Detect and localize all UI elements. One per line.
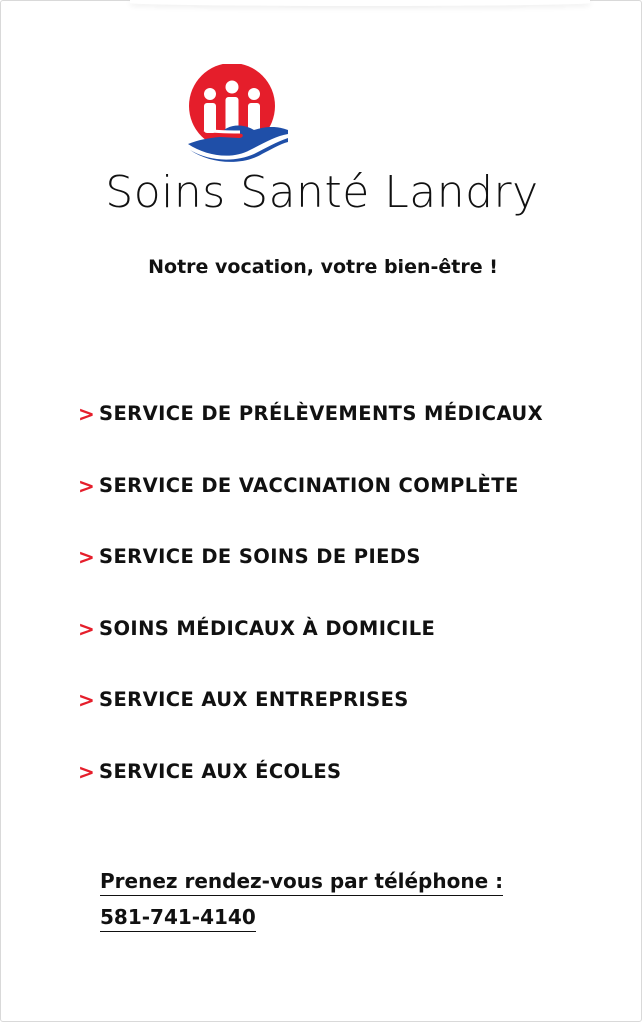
service-label: SOINS MÉDICAUX À DOMICILE xyxy=(99,616,436,640)
service-item-ecoles[interactable] xyxy=(78,758,543,830)
service-label: SERVICE DE SOINS DE PIEDS xyxy=(99,545,421,568)
chevron-right-icon: > xyxy=(78,759,95,784)
service-item-prelevements[interactable] xyxy=(78,400,543,472)
chevron-right-icon: > xyxy=(78,545,95,569)
chevron-right-icon: > xyxy=(78,616,95,641)
appointment-cta xyxy=(100,863,503,935)
service-label: SERVICE DE PRÉLÈVEMENTS MÉDICAUX xyxy=(99,402,544,425)
brand-name: Soins Santé Landry xyxy=(105,167,539,218)
chevron-right-icon: > xyxy=(78,473,95,498)
services-list xyxy=(78,400,543,829)
appointment-prompt-link[interactable]: Prenez rendez-vous par téléphone : xyxy=(100,867,503,896)
service-label: SERVICE DE VACCINATION COMPLÈTE xyxy=(99,473,519,497)
chevron-right-icon: > xyxy=(78,688,95,712)
service-label: SERVICE AUX ÉCOLES xyxy=(99,759,342,783)
family-hand-logo-icon xyxy=(184,64,294,168)
tagline: Notre vocation, votre bien-être ! xyxy=(148,256,498,278)
chevron-right-icon: > xyxy=(78,402,95,426)
service-item-soins-pieds[interactable] xyxy=(78,543,543,615)
service-label: SERVICE AUX ENTREPRISES xyxy=(99,688,409,711)
service-item-domicile[interactable] xyxy=(78,615,543,687)
top-bar-shadow xyxy=(130,0,590,6)
service-item-vaccination[interactable] xyxy=(78,472,543,544)
service-item-entreprises[interactable] xyxy=(78,686,543,758)
phone-number-link[interactable]: 581-741-4140 xyxy=(100,903,256,932)
